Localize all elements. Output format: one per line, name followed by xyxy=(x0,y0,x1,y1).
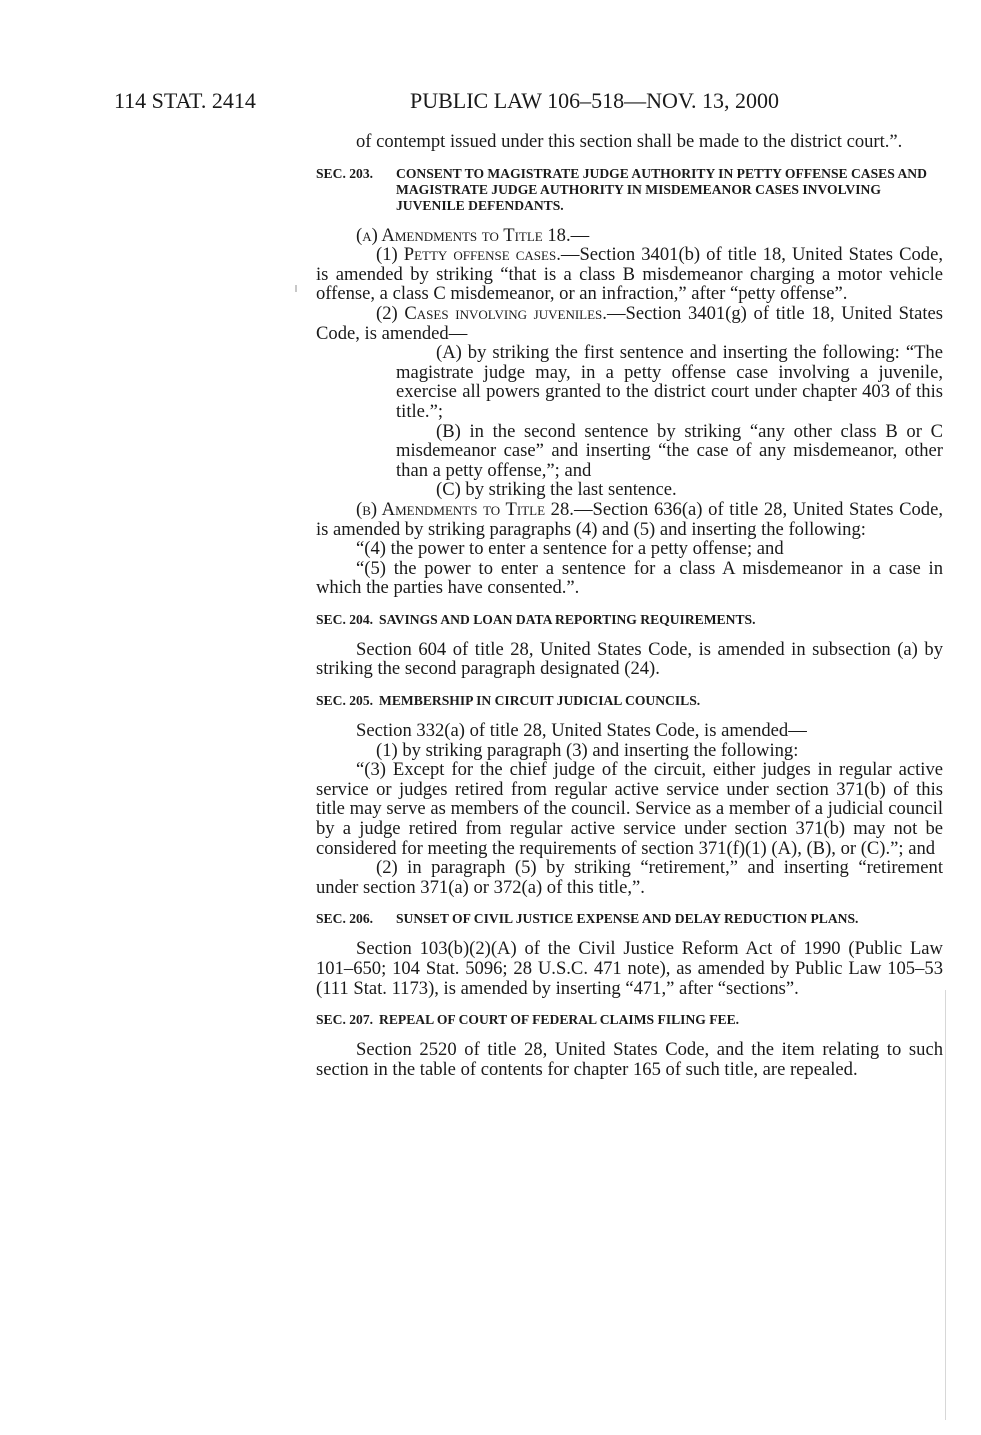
subsection-heading: (b) Amendments to Title 28. xyxy=(356,498,574,520)
document-body xyxy=(316,132,943,1079)
paragraph-1 xyxy=(316,245,943,304)
section-title: SAVINGS AND LOAN DATA REPORTING REQUIREMENTS. xyxy=(379,611,756,627)
subparagraph-c: (C) by striking the last sentence. xyxy=(436,479,677,501)
quoted-paragraph-3: “(3) Except for the chief judge of the circuit, either judges in regular active service or judges retired from regular active service under section 371(b) of this title may serve as members of the council. Service as a member of a judicial council by a judge retired from regular active service under section 371(b) may not be considered for meeting the requirements of section 371(f)(1) (A), (B), or (C).”; and xyxy=(316,759,943,859)
section-204-heading xyxy=(316,612,943,628)
public-law-citation: PUBLIC LAW 106–518—NOV. 13, 2000 xyxy=(410,88,779,113)
subsection-text: —Section 636(a) of title 28, United States Code, is amended by striking paragraphs (4) and (5) and inserting the following: xyxy=(316,498,943,540)
paragraph-text: —Section 3401(g) of title 18, United States Code, is amended— xyxy=(316,302,943,344)
scan-margin-line xyxy=(945,990,946,1420)
section-206-heading xyxy=(316,911,943,927)
section-number: SEC. 204. xyxy=(316,611,374,627)
continuation-paragraph: of contempt issued under this section shall be made to the district court.”. xyxy=(356,131,903,152)
paragraph-2 xyxy=(316,304,943,343)
section-number: SEC. 207. xyxy=(316,1012,374,1028)
section-205-intro: Section 332(a) of title 28, United States Code, is amended— xyxy=(356,720,807,742)
section-title: CONSENT TO MAGISTRATE JUDGE AUTHORITY IN PETTY OFFENSE CASES AND MAGISTRATE JUDGE AUTHORITY IN MISDEMEANOR CASES INVOLVING JUVENILE DEFENDANTS. xyxy=(396,165,927,213)
section-205-paragraph-2: (2) in paragraph (5) by striking “retirement,” and inserting “retirement under section 371(a) or 372(a) of this title,”. xyxy=(316,857,943,898)
subsection-b xyxy=(316,500,943,539)
section-number: SEC. 206. xyxy=(316,911,374,927)
scan-speck xyxy=(295,285,297,292)
subsection-a-heading: (a) Amendments to Title 18.— xyxy=(356,224,590,246)
quoted-paragraph-4: “(4) the power to enter a sentence for a petty offense; and xyxy=(356,538,784,560)
page-header xyxy=(114,86,874,116)
section-203-heading xyxy=(316,166,943,214)
section-205-heading xyxy=(316,693,943,709)
subparagraph-block xyxy=(316,343,943,500)
section-title: REPEAL OF COURT OF FEDERAL CLAIMS FILING FEE. xyxy=(379,1012,740,1028)
section-title: SUNSET OF CIVIL JUSTICE EXPENSE AND DELAY REDUCTION PLANS. xyxy=(396,911,859,927)
section-title: MEMBERSHIP IN CIRCUIT JUDICIAL COUNCILS. xyxy=(379,693,701,709)
section-206-text: Section 103(b)(2)(A) of the Civil Justice Reform Act of 1990 (Public Law 101–650; 104 Stat. 5096; 28 U.S.C. 471 note), as amended by Public Law 105–53 (111 Stat. 1173), is amended by inserting “471,” after “sections”. xyxy=(316,938,943,999)
paragraph-heading: (1) Petty offense cases. xyxy=(376,244,561,266)
section-207-heading xyxy=(316,1012,943,1028)
section-207-text: Section 2520 of title 28, United States Code, and the item relating to such section in the table of contents for chapter 165 of such title, are repealed. xyxy=(316,1039,943,1080)
section-number: SEC. 205. xyxy=(316,693,374,709)
subparagraph-a: (A) by striking the first sentence and inserting the following: “The magistrate judge may, in a petty offense case involving a juvenile, exercise all powers granted to the district court under chapter 403 of this title.”; xyxy=(396,342,943,422)
paragraph-heading: (2) Cases involving juveniles. xyxy=(376,302,607,324)
section-205-paragraph-1: (1) by striking paragraph (3) and inserting the following: xyxy=(376,739,799,761)
statute-citation: 114 STAT. 2414 xyxy=(114,88,256,113)
section-204-text: Section 604 of title 28, United States Code, is amended in subsection (a) by striking the second paragraph designated (24). xyxy=(316,638,943,680)
paragraph-text: —Section 3401(b) of title 18, United States Code, is amended by striking “that is a class B misdemeanor charging a motor vehicle offense, a class C misdemeanor, or an infraction,” after “petty offense”. xyxy=(316,244,943,305)
subparagraph-b: (B) in the second sentence by striking “any other class B or C misdemeanor case” and inserting “the case of any misdemeanor, other than a petty offense,”; and xyxy=(396,420,943,481)
section-number: SEC. 203. xyxy=(316,165,374,181)
quoted-paragraph-5: “(5) the power to enter a sentence for a class A misdemeanor in a case in which the parties have consented.”. xyxy=(316,557,943,599)
